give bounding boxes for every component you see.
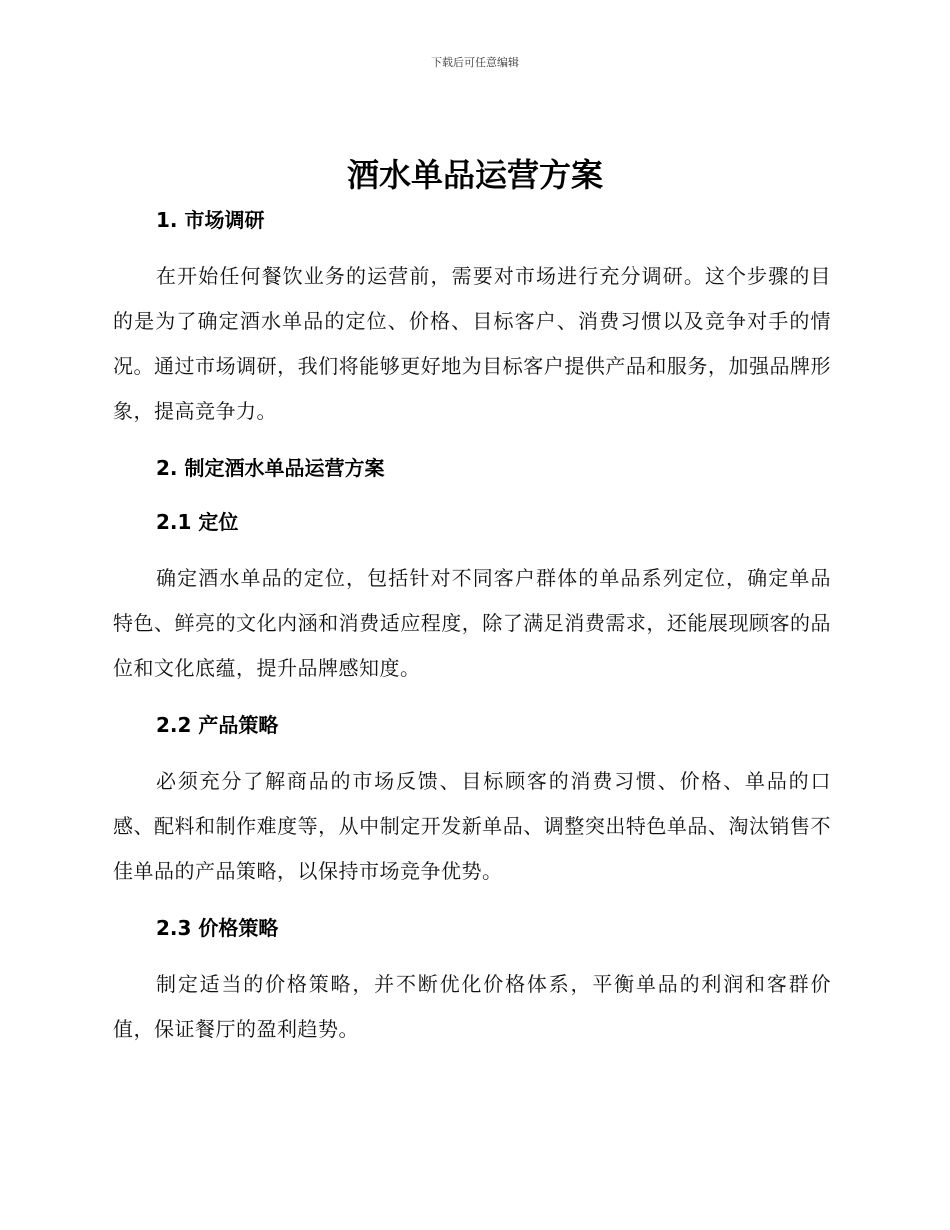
section-heading-positioning: 2.1 定位	[156, 510, 239, 534]
section-heading-market-research: 1. 市场调研	[156, 208, 265, 232]
document-title: 酒水单品运营方案	[346, 156, 603, 194]
section-paragraph-product-strategy: 必须充分了解商品的市场反馈、目标顾客的消费习惯、价格、单品的口感、配料和制作难度等，从中制定开发新单品、调整突出特色单品、淘汰销售不佳单品的产品策略，以保持市场竞争优势。	[113, 769, 831, 883]
section-paragraph-price-strategy: 制定适当的价格策略，并不断优化价格体系，平衡单品的利润和客群价值，保证餐厅的盈利趋势。	[113, 972, 831, 1041]
document-body	[113, 200, 831, 1052]
section-heading-operation-plan: 2. 制定酒水单品运营方案	[156, 456, 385, 480]
section-paragraph-positioning: 确定酒水单品的定位，包括针对不同客户群体的单品系列定位，确定单品特色、鲜亮的文化内涵和消费适应程度，除了满足消费需求，还能展现顾客的品位和文化底蕴，提升品牌感知度。	[113, 566, 831, 680]
header-note: 下载后可任意编辑	[431, 56, 519, 69]
section-heading-price-strategy: 2.3 价格策略	[156, 916, 279, 940]
section-heading-product-strategy: 2.2 产品策略	[156, 713, 279, 737]
section-paragraph-market-research: 在开始任何餐饮业务的运营前，需要对市场进行充分调研。这个步骤的目的是为了确定酒水单品的定位、价格、目标客户、消费习惯以及竞争对手的情况。通过市场调研，我们将能够更好地为目标客户提供产品和服务，加强品牌形象，提高竞争力。	[113, 264, 831, 423]
